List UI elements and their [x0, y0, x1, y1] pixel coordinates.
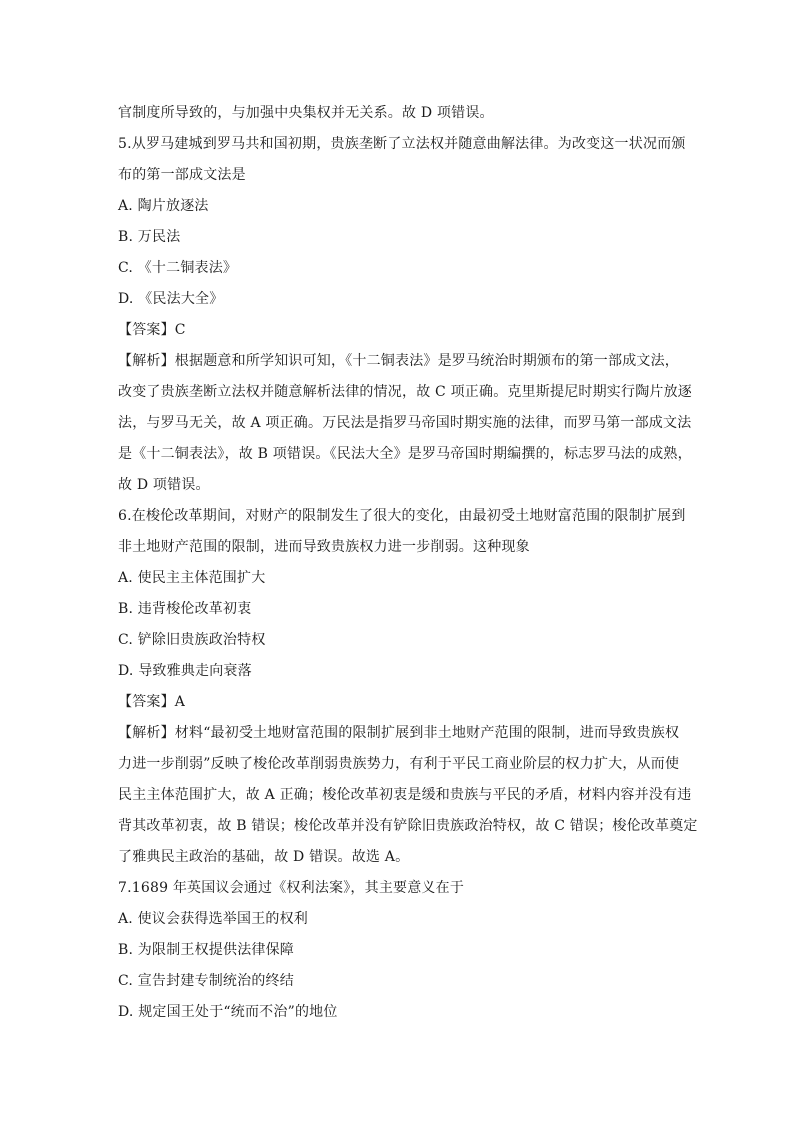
- option-b: B. 为限制王权提供法律保障: [118, 942, 294, 958]
- option-c: C. 《十二铜表法》: [118, 260, 238, 276]
- question-5-stem: 5.从罗马建城到罗马共和国初期，贵族垄断了立法权并随意曲解法律。为改变这一状况而颁: [118, 136, 686, 152]
- analysis-line: 【解析】材料“最初受土地财富范围的限制扩展到非土地财产范围的限制，进而导致贵族权: [118, 725, 680, 741]
- option-c: C. 铲除旧贵族政治特权: [118, 632, 266, 648]
- analysis-line: 故 D 项错误。: [118, 477, 210, 493]
- analysis-line: 背其改革初衷，故 B 错误；梭伦改革并没有铲除旧贵族政治特权，故 C 错误；梭伦改革奠定: [118, 818, 698, 834]
- answer-label: 【答案】C: [118, 322, 186, 338]
- analysis-line: 是《十二铜表法》，故 B 项错误。《民法大全》是罗马帝国时期编撰的，标志罗马法的成熟，: [118, 446, 692, 462]
- option-a: A. 陶片放逐法: [118, 198, 209, 214]
- option-d: D. 《民法大全》: [118, 291, 224, 307]
- option-c: C. 宣告封建专制统治的终结: [118, 973, 294, 989]
- question-6-stem-cont: 非土地财产范围的限制，进而导致贵族权力进一步削弱。这种现象: [118, 539, 530, 555]
- question-6-stem: 6.在梭伦改革期间，对财产的限制发生了很大的变化，由最初受土地财富范围的限制扩展到: [118, 508, 686, 524]
- answer-label: 【答案】A: [118, 694, 186, 710]
- text-line: 官制度所导致的，与加强中央集权并无关系。故 D 项错误。: [118, 105, 494, 121]
- analysis-line: 改变了贵族垄断立法权并随意解析法律的情况，故 C 项正确。克里斯提尼时期实行陶片放逐: [118, 384, 693, 400]
- option-d: D. 导致雅典走向衰落: [118, 663, 252, 679]
- analysis-line: 力进一步削弱”反映了梭伦改革削弱贵族势力，有利于平民工商业阶层的权力扩大，从而使: [118, 756, 680, 772]
- analysis-line: 法，与罗马无关，故 A 项正确。万民法是指罗马帝国时期实施的法律，而罗马第一部成文法: [118, 415, 692, 431]
- option-a: A. 使民主主体范围扩大: [118, 570, 266, 586]
- option-d: D. 规定国王处于“统而不治”的地位: [118, 1004, 338, 1020]
- option-a: A. 使议会获得选举国王的权利: [118, 911, 309, 927]
- option-b: B. 万民法: [118, 229, 181, 245]
- analysis-line: 【解析】根据题意和所学知识可知，《十二铜表法》是罗马统治时期颁布的第一部成文法，: [118, 353, 679, 369]
- analysis-line: 民主主体范围扩大，故 A 正确；梭伦改革初衷是缓和贵族与平民的矛盾，材料内容并没有违: [118, 787, 692, 803]
- question-7-stem: 7.1689 年英国议会通过《权利法案》，其主要意义在于: [118, 880, 465, 896]
- question-5-stem-cont: 布的第一部成文法是: [118, 167, 246, 183]
- option-b: B. 违背梭伦改革初衷: [118, 601, 252, 617]
- analysis-line: 了雅典民主政治的基础，故 D 错误。故选 A。: [118, 849, 410, 865]
